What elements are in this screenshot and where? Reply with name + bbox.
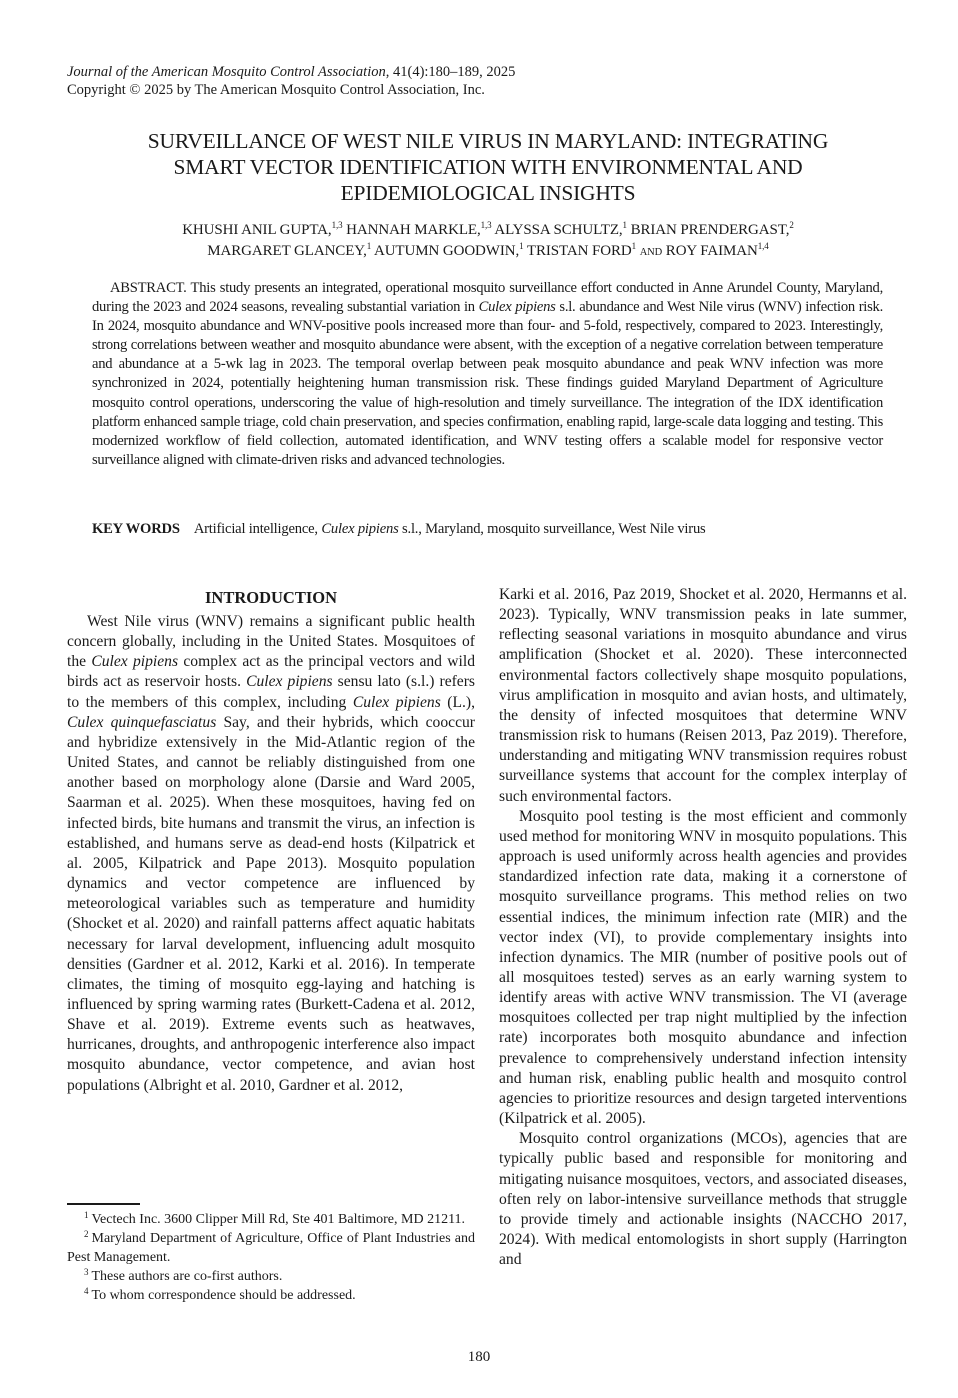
- intro-paragraph-1: [67, 612, 475, 1096]
- intro-paragraph-1-continued: Karki et al. 2016, Paz 2019, Shocket et al. 2020, Hermanns et al. 2023). Typically, WNV transmission peaks in late summer, reflecting seasonal variations in mosquito abundance and virus amplification (Shocket et al. 2020). These interconnected environmental factors collectively shape mosquito populations, virus amplification in mosquito and avian hosts, and ultimately, the density of infected mosquitoes that determine WNV transmission risk to humans (Reisen 2013, Paz 2019). Therefore, understanding and mitigating WNV transmission requires robust surveillance systems that account for the complex interplay of such environmental factors.: [499, 586, 907, 805]
- author-affiliation: 1,4: [757, 241, 769, 251]
- species-name: Culex pipiens: [478, 299, 556, 316]
- species-name: Culex pipiens: [352, 693, 441, 711]
- author-list: [90, 220, 886, 263]
- species-name: Culex pipiens: [321, 521, 399, 537]
- journal-header: [67, 63, 515, 99]
- author-name: BRIAN PRENDERGAST,: [630, 222, 790, 238]
- article-title: [90, 128, 886, 206]
- title-line: EPIDEMIOLOGICAL INSIGHTS: [340, 181, 636, 205]
- abstract: [92, 279, 883, 470]
- footnote: [67, 1210, 475, 1229]
- footnote: [67, 1229, 475, 1267]
- footnote-mark: 2: [84, 1229, 89, 1239]
- paragraph-text: sensu lato (s.l.) refers to the members of this complex, including: [67, 673, 475, 711]
- author-affiliation: 1,3: [331, 220, 343, 230]
- footnote-rule: [67, 1203, 140, 1205]
- paragraph-text: West Nile virus (WNV) remains a significant public health concern globally, including in the United States. Mosquitoes of the: [67, 613, 475, 671]
- author-name: MARGARET GLANCEY,: [207, 243, 367, 259]
- footnote-mark: 4: [84, 1286, 89, 1296]
- paragraph-text: complex act as the principal vectors and wild birds act as reservoir hosts.: [67, 653, 475, 691]
- footnote: [67, 1267, 475, 1286]
- author-conjunction: AND: [639, 247, 663, 258]
- author-affiliation: 1: [519, 241, 524, 251]
- footnote-mark: 1: [84, 1210, 89, 1220]
- paragraph-text: Say, and their hybrids, which cooccur and hybridize extensively in the Mid-Atlantic region of the United States, and cannot be reliably distinguished from one another based on morphology alone (Darsie and Ward 2005, Saarman et al. 2025). When these mosquitoes, having fed on infected birds, bite humans and transmit the virus, an infection is established, and humans serve as dead-end hosts (Kilpatrick et al. 2005, Kilpatrick and Pape 2013). Mosquito population dynamics and vector competence are influenced by meteorological variables such as temperature and humidity (Shocket et al. 2020) and rainfall patterns affect aquatic habitats necessary for larval development, influencing adult mosquito densities (Gardner et al. 2012, Karki et al. 2016). In temperate climates, the timing of mosquito egg-laying and hatching is influenced by spring warming rates (Burkett-Cadena et al. 2012, Shave et al. 2019). Extreme events such as heatwaves, hurricanes, droughts, and anthropogenic interference also impact mosquito abundance, vector competence, and avian host populations (Albright et al. 2010, Gardner et al. 2012,: [67, 713, 475, 1094]
- author-affiliation: 1: [631, 241, 637, 251]
- author-affiliation: 1,3: [480, 220, 492, 230]
- title-line: SMART VECTOR IDENTIFICATION WITH ENVIRONMENTAL AND: [173, 155, 803, 179]
- species-name: Culex pipiens: [91, 653, 179, 671]
- left-column: [67, 585, 475, 1096]
- author-name: AUTUMN GOODWIN,: [373, 243, 520, 259]
- journal-name: Journal of the American Mosquito Control Association: [67, 64, 386, 80]
- author-affiliation: 2: [789, 220, 794, 230]
- abstract-text: s.l. abundance and West Nile virus (WNV) infection risk. In 2024, mosquito abundance and WNV-positive pools increased more than four- and 5-fold, respectively, compared to 2023. Interestingly, strong correlations between weather and mosquito abundance were absent, with the exception of a negative correlation between temperature and abundance at a 5-wk lag in 2023. The temporal overlap between peak mosquito abundance and peak WNV infection was more synchronized in 2024, potentially heightening human transmission risk. These findings guided Maryland Department of Agriculture mosquito control operations, underscoring the value of high-resolution and timely surveillance. The integration of the IDX identification platform enhanced sample triage, cold chain preservation, and species confirmation, enabling rapid, large-scale data logging and testing. This modernized workflow of field collection, automated identification, and WNV testing offers a scalable model for responsive vector surveillance aligned with climate-driven risks and advanced technologies.: [92, 299, 883, 468]
- footnote-text: Maryland Department of Agriculture, Office of Plant Industries and Pest Management.: [67, 1231, 475, 1265]
- abstract-label: ABSTRACT.: [110, 280, 187, 296]
- author-name: HANNAH MARKLE,: [346, 222, 481, 238]
- author-name: ROY FAIMAN: [665, 243, 758, 259]
- intro-paragraph-3: Mosquito control organizations (MCOs), agencies that are typically public based and responsible for monitoring and mitigating nuisance mosquitoes, vectors, and associated diseases, often rely on labor-intensive surveillance methods that struggle to provide timely and actionable insights (NACCHO 2017, 2024). With medical entomologists in short supply (Harrington and: [499, 1130, 907, 1269]
- title-line: SURVEILLANCE OF WEST NILE VIRUS IN MARYLAND: INTEGRATING: [147, 129, 829, 153]
- journal-volume: , 41(4):180–189, 2025: [385, 64, 516, 80]
- author-name: ALYSSA SCHULTZ,: [494, 222, 623, 238]
- keywords-text: Artificial intelligence,: [193, 521, 322, 537]
- author-affiliation: 1: [622, 220, 627, 230]
- footnote-text: To whom correspondence should be addressed.: [91, 1288, 356, 1303]
- species-name: Culex quinquefasciatus: [67, 713, 217, 731]
- page-number: 180: [467, 1349, 491, 1365]
- copyright-line: Copyright © 2025 by The American Mosquito Control Association, Inc.: [67, 82, 485, 98]
- intro-paragraph-2: Mosquito pool testing is the most efficient and commonly used method for monitoring WNV in mosquito populations. This approach is used uniformly across health agencies and provides standardized infection rate data, making it a cornerstone of mosquito surveillance programs. This method relies on two essential indices, the minimum infection rate (MIR) and the vector index (VI), to provide complementary insights into infection dynamics. The MIR (number of positive pools out of all mosquitoes tested) serves as an early warning system to identify areas with active WNV transmission. The VI (average mosquitoes collected per trap night multiplied by the infection rate) incorporates both mosquito abundance and infection prevalence to comprehensively understand infection intensity and human risk, enabling public health and mosquito control agencies to prioritize resources and design targeted interventions (Kilpatrick et al. 2005).: [499, 807, 907, 1128]
- right-column: [499, 585, 907, 1270]
- author-name: TRISTAN FORD: [526, 243, 632, 259]
- footnote: [67, 1286, 475, 1305]
- abstract-text: This study presents an integrated, operational mosquito surveillance effort conducted in Anne Arundel County, Maryland, during the 2023 and 2024 seasons, revealing substantial variation in: [92, 280, 883, 316]
- keywords-text: s.l., Maryland, mosquito surveillance, West Nile virus: [398, 521, 706, 537]
- keywords: [92, 520, 883, 539]
- paragraph-text: (L.),: [440, 693, 475, 711]
- footnotes: [67, 1210, 475, 1305]
- author-name: KHUSHI ANIL GUPTA,: [182, 222, 332, 238]
- author-affiliation: 1: [366, 241, 372, 251]
- footnote-mark: 3: [84, 1267, 89, 1277]
- footnote-text: Vectech Inc. 3600 Clipper Mill Rd, Ste 401 Baltimore, MD 21211.: [91, 1212, 466, 1227]
- section-heading-introduction: INTRODUCTION: [204, 588, 338, 607]
- species-name: Culex pipiens: [246, 673, 333, 691]
- journal-citation: [67, 63, 515, 81]
- footnote-text: These authors are co-first authors.: [91, 1269, 283, 1284]
- keywords-label: KEY WORDS: [92, 521, 180, 537]
